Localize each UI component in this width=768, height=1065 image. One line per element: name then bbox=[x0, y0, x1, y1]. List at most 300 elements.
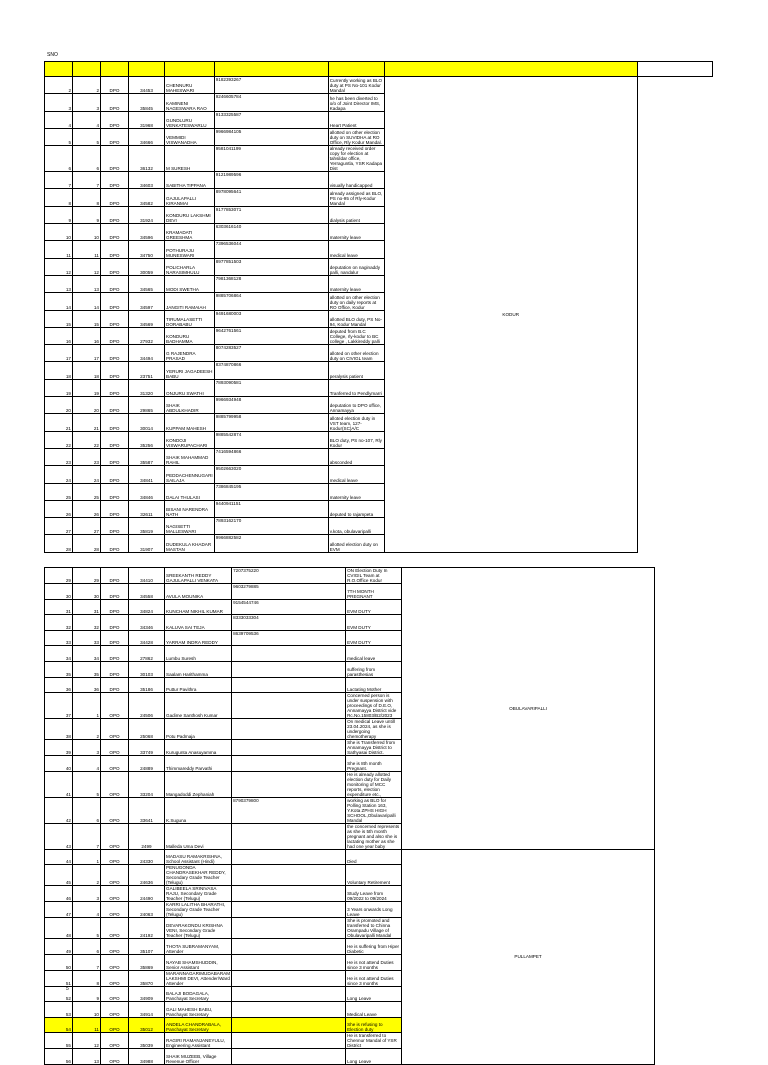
phone-number bbox=[232, 740, 346, 756]
phone-number bbox=[232, 918, 346, 939]
remarks: Tranferred to Pendlymarri bbox=[328, 379, 384, 396]
phone-number bbox=[232, 719, 346, 740]
employee-name: GUNDLURU VENKATESWARLU bbox=[165, 111, 215, 128]
employee-id: 36132 bbox=[129, 146, 165, 172]
employee-name: SREEKANTH REDDY GAJULAPALLI VENKATA bbox=[165, 568, 232, 584]
remarks: absconded bbox=[328, 448, 384, 465]
employee-id: 33641 bbox=[129, 797, 165, 823]
remarks: ON Election Duty In CVIGIL Team at R.O.Office Kodur bbox=[346, 568, 402, 584]
row-index: 3 bbox=[45, 94, 73, 111]
remarks: allotted election duty on EVM bbox=[328, 535, 384, 552]
cadre: DPO bbox=[101, 677, 129, 693]
serial-number: 8 bbox=[73, 189, 101, 206]
remarks: She is promoted and transferred to Chinna Orampadu Village of Obulavaripalli Mandal bbox=[346, 918, 402, 939]
row-index: 37 bbox=[45, 693, 73, 719]
cadre: DPO bbox=[101, 379, 129, 396]
employee-name: KONDOJI VISWARUPACHARI bbox=[165, 431, 215, 448]
phone-number: 9121989596 bbox=[214, 172, 328, 189]
remarks: Long Leave bbox=[346, 986, 402, 1002]
cadre: DPO bbox=[101, 483, 129, 500]
phone-number: 9603279885 bbox=[232, 584, 346, 600]
employee-id: 34914 bbox=[129, 1002, 165, 1018]
row-index: 56 bbox=[45, 1049, 73, 1065]
employee-name: ONJURU SWATHI bbox=[165, 379, 215, 396]
row-index: 35 bbox=[45, 661, 73, 677]
employee-id: 31320 bbox=[129, 379, 165, 396]
phone-number: 7207375220 bbox=[232, 568, 346, 584]
phone-number: 8333033304 bbox=[232, 615, 346, 631]
row-index: 23 bbox=[45, 448, 73, 465]
cadre: OPO bbox=[101, 954, 129, 970]
remarks: maternity leave bbox=[328, 275, 384, 292]
serial-number: 1 bbox=[73, 849, 101, 865]
cadre: DPO bbox=[101, 661, 129, 677]
serial-number: 6 bbox=[73, 939, 101, 955]
employee-name: Saalam Harithamma bbox=[165, 661, 232, 677]
serial-number: 2 bbox=[73, 865, 101, 886]
remarks: deputed from B.C College, rly-kodur to BC college , Lakkireddy palli bbox=[328, 327, 384, 344]
cadre: DPO bbox=[101, 146, 129, 172]
remarks: maternity leave bbox=[328, 483, 384, 500]
row-index: 26 bbox=[45, 500, 73, 517]
employee-name: Kurugunta Anasuyamma bbox=[165, 740, 232, 756]
serial-number: 31 bbox=[73, 599, 101, 615]
cadre: DPO bbox=[101, 535, 129, 552]
employee-name: Potu Padmaja bbox=[165, 719, 232, 740]
row-index: 16 bbox=[45, 327, 73, 344]
serial-number: 7 bbox=[73, 823, 101, 849]
remarks: alloted election duty in VST team, 127-Kodur(SC)A/C bbox=[328, 414, 384, 431]
employee-id: 34453 bbox=[129, 77, 165, 94]
cadre: DPO bbox=[101, 310, 129, 327]
employee-name: NAYAB SHAMSHUDDIN, Senior Assistant bbox=[165, 954, 232, 970]
remarks: She is Transferred from Annamayya District to Sathyasai District. bbox=[346, 740, 402, 756]
place-name: KODUR bbox=[384, 77, 637, 553]
cadre: OPO bbox=[101, 970, 129, 986]
employee-id: 34841 bbox=[129, 466, 165, 483]
serial-number: 26 bbox=[73, 500, 101, 517]
cadre: DPO bbox=[101, 111, 129, 128]
employee-id: 24636 bbox=[129, 865, 165, 886]
phone-number: 9133325587 bbox=[214, 111, 328, 128]
obulavaripalli-pullampet-table bbox=[44, 567, 730, 1065]
employee-id: 30059 bbox=[129, 258, 165, 275]
serial-number: 33 bbox=[73, 630, 101, 646]
row-index: 50 bbox=[45, 954, 73, 970]
remarks: She is refusing to Election duty bbox=[346, 1017, 402, 1033]
row-index: 25 bbox=[45, 483, 73, 500]
employee-id: 34988 bbox=[129, 1049, 165, 1065]
row-index: 51 bbox=[45, 970, 73, 986]
phone-number: 9885542874 bbox=[214, 431, 328, 448]
remarks: allotted on other election duty on SUVIDHA at RO Office, Rly Kodur Mandal. bbox=[328, 128, 384, 145]
employee-id: 34410 bbox=[129, 568, 165, 584]
employee-name: CHENNURU MAHESWARI bbox=[165, 77, 215, 94]
employee-id: 24063 bbox=[129, 902, 165, 918]
employee-name: KAMINENI NAGESWARA RAO bbox=[165, 94, 215, 111]
serial-number: 7 bbox=[73, 954, 101, 970]
remarks: Medical Leave bbox=[346, 1002, 402, 1018]
cadre: DPO bbox=[101, 206, 129, 223]
employee-name: ANDELA CHANDRABALA, Panchayat Secretary bbox=[165, 1017, 232, 1033]
phone-number: 9177853071 bbox=[214, 206, 328, 223]
phone-number: 9154544746 bbox=[232, 599, 346, 615]
row-index: 54 bbox=[45, 1017, 73, 1033]
employee-name: RAGIRI RAMANJANEYULU, Engineering Assistant bbox=[165, 1033, 232, 1049]
employee-id: 34846 bbox=[129, 483, 165, 500]
place-name: PULLAMPET bbox=[402, 849, 655, 1064]
employee-id: 33749 bbox=[129, 740, 165, 756]
employee-id: 34597 bbox=[129, 293, 165, 310]
phone-number: 9966984105 bbox=[214, 128, 328, 145]
row-marker: 5 bbox=[66, 986, 69, 992]
row-index: 46 bbox=[45, 886, 73, 902]
employee-name: KONDURU BADHAMMA bbox=[165, 327, 215, 344]
serial-number: 10 bbox=[73, 1002, 101, 1018]
serial-number: 3 bbox=[73, 740, 101, 756]
serial-number: 6 bbox=[73, 797, 101, 823]
row-index: 24 bbox=[45, 466, 73, 483]
row-index: 47 bbox=[45, 902, 73, 918]
employee-id: 35256 bbox=[129, 431, 165, 448]
employee-name: K.Suguna bbox=[165, 797, 232, 823]
cadre: DPO bbox=[101, 362, 129, 379]
employee-name: KUNCHAM NIKHIL KUMAR bbox=[165, 599, 232, 615]
remarks: Voluntary Retirement bbox=[346, 865, 402, 886]
row-index: 31 bbox=[45, 599, 73, 615]
employee-name: Lumbu Suresh bbox=[165, 646, 232, 662]
employee-name: DUDEKULA KHADAR MASTAN bbox=[165, 535, 215, 552]
phone-number bbox=[232, 986, 346, 1002]
serial-number: 1 bbox=[73, 693, 101, 719]
phone-number: 8374870866 bbox=[214, 362, 328, 379]
row-index: 27 bbox=[45, 518, 73, 535]
row-index: 15 bbox=[45, 310, 73, 327]
row-index: 34 bbox=[45, 646, 73, 662]
cadre: DPO bbox=[101, 189, 129, 206]
employee-name: MODI SWETHA bbox=[165, 275, 215, 292]
cadre: OPO bbox=[101, 1033, 129, 1049]
serial-number: 8 bbox=[73, 970, 101, 986]
phone-number bbox=[232, 902, 346, 918]
cadre: OPO bbox=[101, 886, 129, 902]
remarks: the concerned represents as she is 5th month pregnant and also she is lactating mother as she had one year baby bbox=[346, 823, 402, 849]
remarks: Lactating Mother bbox=[346, 677, 402, 693]
employee-id: 34750 bbox=[129, 241, 165, 258]
employee-id: 29865 bbox=[129, 397, 165, 414]
serial-number: 35 bbox=[73, 661, 101, 677]
cadre: DPO bbox=[101, 584, 129, 600]
cadre: DPO bbox=[101, 615, 129, 631]
cadre: OPO bbox=[101, 1017, 129, 1033]
row-index: 39 bbox=[45, 740, 73, 756]
employee-id: 32611 bbox=[129, 500, 165, 517]
phone-number: 7893090581 bbox=[214, 379, 328, 396]
serial-number: 32 bbox=[73, 615, 101, 631]
remarks: he has been diverted to o/o of Joint Director IMS, Kadapa bbox=[328, 94, 384, 111]
remarks: medical leave bbox=[346, 646, 402, 662]
phone-number bbox=[232, 1049, 346, 1065]
remarks: already assigned as BLO, PS no-95 of Rly-Kodur Mandal bbox=[329, 190, 383, 206]
employee-name: KARRI LALITHA BHARATHI, Secondary Grade Teacher (Telugu) bbox=[165, 902, 232, 918]
phone-number: 9966934948 bbox=[214, 397, 328, 414]
serial-number: 24 bbox=[73, 466, 101, 483]
employee-id: 34596 bbox=[129, 224, 165, 241]
cadre: OPO bbox=[101, 771, 129, 797]
cadre: OPO bbox=[101, 918, 129, 939]
employee-id: 27932 bbox=[129, 327, 165, 344]
employee-id: 31924 bbox=[129, 206, 165, 223]
cadre: OPO bbox=[101, 939, 129, 955]
remarks: She is 8th month Pregnant. bbox=[346, 756, 402, 772]
serial-number: 15 bbox=[73, 310, 101, 327]
row-index: 33 bbox=[45, 630, 73, 646]
serial-number: 28 bbox=[73, 535, 101, 552]
serial-number: 30 bbox=[73, 584, 101, 600]
phone-number: 9246605784 bbox=[214, 94, 328, 111]
employee-name: POTHURAJU MUNESWARI bbox=[165, 241, 215, 258]
employee-name: KRAMADATI GREESHMA bbox=[165, 224, 215, 241]
phone-number: 9491680003 bbox=[214, 310, 328, 327]
serial-number: 34 bbox=[73, 646, 101, 662]
employee-id: 34666 bbox=[129, 128, 165, 145]
phone-number: 8790379800 bbox=[232, 797, 346, 823]
phone-number: 7981368128 bbox=[214, 275, 328, 292]
serial-number: 7 bbox=[73, 172, 101, 189]
phone-number bbox=[232, 1002, 346, 1018]
cadre: DPO bbox=[101, 630, 129, 646]
row-index: 10 bbox=[45, 224, 73, 241]
employee-id: 34428 bbox=[129, 630, 165, 646]
remarks: Died bbox=[346, 849, 402, 865]
cadre: DPO bbox=[101, 414, 129, 431]
employee-id: 34603 bbox=[129, 172, 165, 189]
row-index: 19 bbox=[45, 379, 73, 396]
employee-name: VEMMIDI VISWANADHA bbox=[165, 128, 215, 145]
remarks: peralysis patient bbox=[328, 362, 384, 379]
employee-id: 30103 bbox=[129, 661, 165, 677]
row-index: 44 bbox=[45, 849, 73, 865]
employee-name: DEVARAKONDU KRISHNA VENI, Secondary Grade Teacher (Telugu) bbox=[165, 918, 232, 939]
phone-number: 9642761561 bbox=[214, 327, 328, 344]
remarks: EVM DUTY bbox=[346, 630, 402, 646]
cadre: OPO bbox=[101, 797, 129, 823]
remarks: alloted on other election duty on CIVIGL team bbox=[328, 345, 384, 362]
employee-name: GAJULAPALLI KIRANMAI bbox=[165, 189, 215, 206]
employee-name: BALAJI BODAGALA, Panchayat Secretary bbox=[165, 986, 232, 1002]
phone-number bbox=[232, 677, 346, 693]
phone-number bbox=[232, 661, 346, 677]
employee-id: 34569 bbox=[129, 310, 165, 327]
employee-name: BISANI NARENDRA NATH bbox=[165, 500, 215, 517]
row-index: 18 bbox=[45, 362, 73, 379]
employee-name: SABITHA TIPPANA bbox=[165, 172, 215, 189]
phone-number bbox=[232, 939, 346, 955]
employee-id: 24192 bbox=[129, 918, 165, 939]
row-index: 45 bbox=[45, 865, 73, 886]
employee-id: 24330 bbox=[129, 849, 165, 865]
serial-number: 29 bbox=[73, 568, 101, 584]
employee-name: POLICHARLA NARASIMHULU bbox=[165, 258, 215, 275]
cadre: DPO bbox=[101, 77, 129, 94]
sno-label: SNO bbox=[47, 52, 58, 58]
employee-name: AVULA MOUNIKA bbox=[165, 584, 232, 600]
row-index: 4 bbox=[45, 111, 73, 128]
phone-number: 7386845195 bbox=[214, 483, 328, 500]
remarks: EVM DUTY bbox=[346, 599, 402, 615]
row-index: 43 bbox=[45, 823, 73, 849]
cadre: OPO bbox=[101, 756, 129, 772]
serial-number: 5 bbox=[73, 918, 101, 939]
employee-id: 2499 bbox=[129, 823, 165, 849]
phone-number: 8639709536 bbox=[232, 630, 346, 646]
remarks: allotted BLO duty, PS No-94, Kodur Mandal bbox=[328, 310, 384, 327]
employee-name: DALAI THULASI bbox=[165, 483, 215, 500]
remarks: Concerned person is under suspension with proceedings of D.E.O, Annamayya District vide Rc.No.15803/B2/2023 bbox=[346, 693, 402, 719]
remarks: visually handicapped bbox=[328, 172, 384, 189]
cadre: DPO bbox=[101, 327, 129, 344]
employee-name: MADASU RAMAKRISHNA, School Assistant (Hindi) bbox=[165, 849, 232, 865]
row-index: 5 bbox=[45, 128, 73, 145]
employee-id: 34558 bbox=[129, 584, 165, 600]
row-index: 6 bbox=[45, 146, 73, 172]
row-index: 2 bbox=[45, 77, 73, 94]
employee-name: TIRUMALASETTI DORABABU bbox=[165, 310, 215, 327]
employee-name: YARRAM INDRA REDDY bbox=[165, 630, 232, 646]
cadre: OPO bbox=[101, 823, 129, 849]
remarks: Study Leave from 09/2022 to 09/2024 bbox=[346, 886, 402, 902]
cadre: DPO bbox=[101, 172, 129, 189]
remarks: Currently working as BLO duty at PS No-101 Kodur Mandal bbox=[328, 77, 384, 94]
row-index: 38 bbox=[45, 719, 73, 740]
serial-number: 11 bbox=[73, 1017, 101, 1033]
employee-id: 35819 bbox=[129, 518, 165, 535]
serial-number: 9 bbox=[73, 206, 101, 223]
remarks: He is transferred to Chennur Mandal of YSR District bbox=[346, 1033, 402, 1049]
remarks: dialysis patient bbox=[328, 206, 384, 223]
serial-number: 12 bbox=[73, 258, 101, 275]
phone-number bbox=[232, 771, 346, 797]
cadre: DPO bbox=[101, 293, 129, 310]
row-index: 32 bbox=[45, 615, 73, 631]
employee-name: KONDURU LAKSHMI DEVI bbox=[165, 206, 215, 223]
row-index: 52 bbox=[45, 986, 73, 1002]
serial-number: 2 bbox=[73, 77, 101, 94]
remarks: v.kota, obulavaripalli bbox=[328, 518, 384, 535]
phone-number bbox=[232, 886, 346, 902]
row-index: 28 bbox=[45, 535, 73, 552]
cadre: DPO bbox=[101, 345, 129, 362]
cadre: OPO bbox=[101, 693, 129, 719]
employee-name: KALUVA SAI TEJA bbox=[165, 615, 232, 631]
row-index: 7 bbox=[45, 172, 73, 189]
cadre: DPO bbox=[101, 448, 129, 465]
employee-id: 35012 bbox=[129, 1017, 165, 1033]
row-index: 12 bbox=[45, 258, 73, 275]
cadre: OPO bbox=[101, 1002, 129, 1018]
serial-number: 12 bbox=[73, 1033, 101, 1049]
cadre: OPO bbox=[101, 865, 129, 886]
remarks: BLO duty, PS no-107, Rly Kodur bbox=[328, 431, 384, 448]
employee-id: 35186 bbox=[129, 677, 165, 693]
employee-name: SHAIK MUZEEB, Village Revenue Officer bbox=[165, 1049, 232, 1065]
employee-id: 31968 bbox=[129, 111, 165, 128]
cadre: DPO bbox=[101, 646, 129, 662]
employee-id: 34909 bbox=[129, 986, 165, 1002]
employee-id: 35107 bbox=[129, 939, 165, 955]
row-index: 22 bbox=[45, 431, 73, 448]
remarks: deputation to DPO office, Annamayya bbox=[328, 397, 384, 414]
employee-name: YERURI JAGADEESH BABU bbox=[165, 362, 215, 379]
phone-number bbox=[232, 693, 346, 719]
phone-number bbox=[232, 970, 346, 986]
remarks: medical leave bbox=[328, 466, 384, 483]
remarks: Long Leave bbox=[346, 1049, 402, 1065]
employee-id: 35845 bbox=[129, 94, 165, 111]
remarks: 7TH MONTH PREGNANT bbox=[346, 584, 402, 600]
phone-number bbox=[232, 1017, 346, 1033]
row-index: 17 bbox=[45, 345, 73, 362]
cadre: DPO bbox=[101, 241, 129, 258]
employee-id: 30014 bbox=[129, 414, 165, 431]
employee-id: 27862 bbox=[129, 646, 165, 662]
serial-number: 6 bbox=[73, 146, 101, 172]
phone-number: 9440941151 bbox=[214, 500, 328, 517]
phone-number: 8977851503 bbox=[214, 258, 328, 275]
employee-id: 34346 bbox=[129, 615, 165, 631]
remarks: Heart Patient bbox=[328, 111, 384, 128]
serial-number: 4 bbox=[73, 111, 101, 128]
employee-id: 24490 bbox=[129, 886, 165, 902]
phone-number bbox=[232, 865, 346, 886]
remarks: maternity leave bbox=[328, 224, 384, 241]
serial-number: 4 bbox=[73, 756, 101, 772]
header-row bbox=[45, 62, 713, 77]
place-name: OBULAVARIPALLI bbox=[402, 568, 655, 850]
remarks: He is not attend Duties since 3 months bbox=[346, 954, 402, 970]
cadre: DPO bbox=[101, 94, 129, 111]
kodur-table bbox=[44, 61, 713, 553]
row-index: 21 bbox=[45, 414, 73, 431]
serial-number: 13 bbox=[73, 1049, 101, 1065]
employee-id: 34824 bbox=[129, 599, 165, 615]
employee-name: JANGITI RAMAIAH bbox=[165, 293, 215, 310]
serial-number: 10 bbox=[73, 224, 101, 241]
phone-number: 9885706864 bbox=[214, 293, 328, 310]
employee-name: G RAJENDRA PRASAD bbox=[165, 345, 215, 362]
employee-name: GALIBEELA SRINIVASA RAJU, Secondary Grade Teacher (Telugu) bbox=[165, 886, 232, 902]
cadre: DPO bbox=[101, 128, 129, 145]
serial-number: 21 bbox=[73, 414, 101, 431]
phone-number: 7893162170 bbox=[214, 518, 328, 535]
row-index: 20 bbox=[45, 397, 73, 414]
serial-number: 16 bbox=[73, 327, 101, 344]
row-index: 53 bbox=[45, 1002, 73, 1018]
employee-id: 33204 bbox=[129, 771, 165, 797]
employee-name: Gadime Santhosh Kumar bbox=[165, 693, 232, 719]
serial-number: 3 bbox=[73, 94, 101, 111]
row-index: 14 bbox=[45, 293, 73, 310]
employee-id: 24506 bbox=[129, 693, 165, 719]
employee-id: 35587 bbox=[129, 448, 165, 465]
serial-number: 27 bbox=[73, 518, 101, 535]
serial-number: 4 bbox=[73, 902, 101, 918]
serial-number: 5 bbox=[73, 771, 101, 797]
phone-number bbox=[232, 1033, 346, 1049]
employee-id: 23751 bbox=[129, 362, 165, 379]
table-row bbox=[45, 849, 730, 865]
phone-number: 7416594866 bbox=[214, 448, 328, 465]
